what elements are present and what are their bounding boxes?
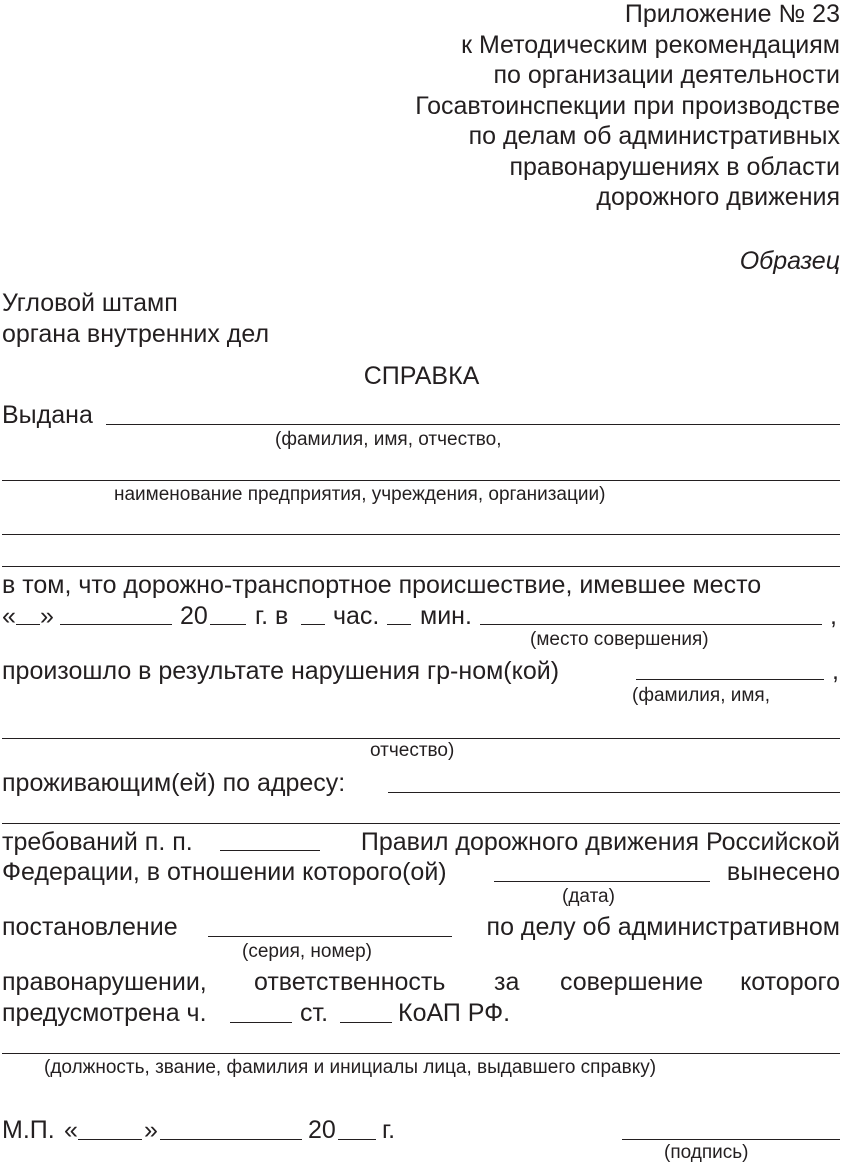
year-suffix: г. в: [255, 602, 289, 630]
seal-year-prefix: 20: [308, 1116, 336, 1144]
article-label: ст.: [300, 999, 329, 1027]
federation-text: Федерации, в отношении которого(ой): [2, 858, 447, 886]
offense-word-2: ответственность: [254, 968, 446, 996]
year-prefix: 20: [180, 602, 208, 630]
resolution-date-field[interactable]: [494, 881, 710, 882]
patronymic-line[interactable]: [2, 738, 840, 739]
hint-series: (серия, номер): [242, 941, 373, 962]
resolution-series-field[interactable]: [208, 936, 452, 937]
blank-line-1[interactable]: [2, 534, 840, 535]
address-label: проживающим(ей) по адресу:: [2, 769, 346, 797]
appendix-line-3: по организации деятельности: [493, 61, 840, 89]
day-field[interactable]: [16, 624, 40, 625]
offense-word-3: за: [494, 968, 520, 996]
provided-prefix: предусмотрена ч.: [2, 999, 207, 1027]
hint-patronymic: отчество): [370, 740, 455, 761]
resolution-label: постановление: [2, 913, 178, 941]
document-title: СПРАВКА: [363, 362, 480, 390]
appendix-line-7: дорожного движения: [596, 183, 840, 211]
offense-word-1: правонарушении,: [2, 968, 207, 996]
issued-word: вынесено: [726, 858, 840, 886]
hint-official: (должность, звание, фамилия и инициалы лица, выдавшего справку): [44, 1057, 657, 1078]
seal-date-open-quote: «: [64, 1116, 78, 1144]
blank-line-2[interactable]: [2, 566, 840, 567]
seal-month-field[interactable]: [160, 1139, 302, 1140]
part-field[interactable]: [230, 1022, 292, 1023]
offense-word-4: совершение: [560, 968, 704, 996]
seal-year-suffix: г.: [382, 1116, 396, 1144]
resolution-suffix: по делу об административном: [486, 913, 840, 941]
minute-label: мин.: [420, 602, 472, 630]
appendix-line-1: Приложение № 23: [624, 0, 840, 28]
address-line-2[interactable]: [2, 823, 840, 824]
offense-word-5: которого: [740, 968, 840, 996]
requirements-suffix: Правил дорожного движения Российской: [360, 828, 840, 856]
seal-day-field[interactable]: [78, 1139, 142, 1140]
month-field[interactable]: [60, 624, 172, 625]
seal-year-field[interactable]: [338, 1139, 376, 1140]
appendix-line-2: к Методическим рекомендациям: [461, 31, 840, 59]
org-line[interactable]: [2, 480, 840, 481]
hint-name: (фамилия, имя,: [632, 685, 770, 706]
requirements-prefix: требований п. п.: [2, 828, 193, 856]
rule-points-field[interactable]: [220, 850, 320, 851]
date-close-quote: »: [40, 602, 54, 630]
appendix-line-6: правонарушениях в области: [509, 153, 840, 181]
violator-comma: ,: [832, 657, 839, 685]
issued-to-label: Выдана: [2, 401, 93, 429]
hint-fio: (фамилия, имя, отчество,: [275, 429, 502, 450]
accident-text: в том, что дорожно-транспортное происшествие, имевшее место: [2, 571, 762, 599]
violator-name-field[interactable]: [636, 679, 824, 680]
hint-signature: (подпись): [664, 1142, 749, 1163]
code-label: КоАП РФ.: [398, 999, 511, 1027]
date-open-quote: «: [2, 602, 16, 630]
hint-org: наименование предприятия, учреждения, организации): [114, 484, 606, 505]
minute-field[interactable]: [387, 624, 411, 625]
address-field[interactable]: [388, 792, 840, 793]
sample-label: Образец: [739, 247, 840, 275]
hint-place: (место совершения): [530, 629, 709, 650]
hint-date: (дата): [562, 886, 615, 907]
hour-label: час.: [333, 602, 380, 630]
signature-field[interactable]: [622, 1139, 840, 1140]
seal-date-close-quote: »: [144, 1116, 158, 1144]
place-field[interactable]: [480, 624, 822, 625]
place-comma: ,: [830, 602, 837, 630]
stamp-line-1: Угловой штамп: [2, 289, 178, 317]
appendix-line-5: по делам об административных: [468, 122, 840, 150]
stamp-line-2: органа внутренних дел: [2, 320, 270, 348]
violation-text: произошло в результате нарушения гр-ном(кой): [2, 657, 560, 685]
hour-field[interactable]: [301, 624, 325, 625]
seal-label: М.П.: [2, 1116, 55, 1144]
appendix-line-4: Госавтоинспекции при производстве: [415, 92, 840, 120]
official-line[interactable]: [2, 1053, 840, 1054]
year-field[interactable]: [210, 624, 246, 625]
article-field[interactable]: [340, 1022, 392, 1023]
issued-to-line[interactable]: [106, 424, 840, 425]
